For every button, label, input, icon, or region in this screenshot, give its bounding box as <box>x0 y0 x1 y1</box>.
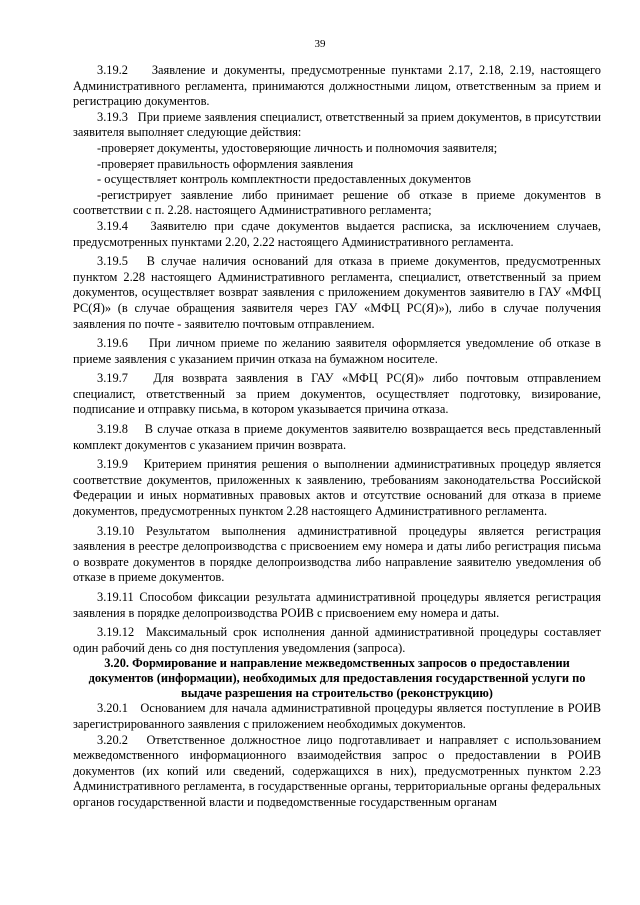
paragraph-3-19-12: 3.19.12 Максимальный срок исполнения данной административной процедуры составляет один рабочий день со дня поступления уведомления (запроса). <box>73 625 601 655</box>
bullet-item: -проверяет документы, удостоверяющие личность и полномочия заявителя; <box>97 140 498 155</box>
bullet-item: -проверяет правильность оформления заявления <box>97 156 354 171</box>
page-number: 39 <box>314 38 326 50</box>
paragraph-3-19-5: 3.19.5 В случае наличия оснований для отказа в приеме документов, предусмотренных пунктом 2.28 настоящего Административного регламента, специалист, ответственный за прием документов, осуществляет возврат заявления с приложением документов заявителю в ГАУ «МФЦ РС(Я)» (в случае обращения заявителя через ГАУ «МФЦ РС(Я)»), либо в случае получения заявления по почте - заявителю почтовым отправлением. <box>73 254 601 331</box>
paragraph-3-20-1: 3.20.1 Основанием для начала административной процедуры является поступление в РОИВ зарегистрированного заявления с приложением необходимых документов. <box>73 701 601 731</box>
paragraph-3-19-9: 3.19.9 Критерием принятия решения о выполнении административных процедур является соответствие документов, приложенных к заявлению, требованиям законодательства Российской Федерации и иных нормативных правовых актов и отсутствие оснований для отказа в приеме документов, предусмотренных пунктом 2.28 настоящего Административного регламента. <box>73 457 601 519</box>
paragraph-3-19-11: 3.19.11 Способом фиксации результата административной процедуры является регистрация заявления в порядке делопроизводства РОИВ с присвоением ему номера и даты. <box>73 590 601 620</box>
paragraph-3-20-2: 3.20.2 Ответственное должностное лицо подготавливает и направляет с использованием межведомственного информационного взаимодействия запрос о предоставлении в РОИВ документов (их копий или сведений, содержащихся в них), предусмотренных пунктом 2.23 Административного регламента, в государственные органы, территориальные органы федеральных органов государственной власти и подведомственные государственным органам <box>73 732 601 809</box>
paragraph-3-19-4: 3.19.4 Заявителю при сдаче документов выдается расписка, за исключением случаев, предусмотренных пунктами 2.20, 2.22 настоящего Административного регламента. <box>73 218 601 249</box>
bullet-item: -регистрирует заявление либо принимает решение об отказе в приеме документов в соответствии с п. 2.28. настоящего Административного регламента; <box>73 187 601 218</box>
section-heading-3-20: 3.20. Формирование и направление межведомственных запросов о предоставлении документов (информации), необходимых для предоставления государственной услуги по выдаче разрешения на строительство (реконструкцию) <box>88 656 586 701</box>
paragraph-3-19-8: 3.19.8 В случае отказа в приеме документов заявителю возвращается весь представленный комплект документов с указанием причин возврата. <box>73 422 601 452</box>
paragraph-3-19-3: 3.19.3 При приеме заявления специалист, ответственный за прием документов, в присутствии заявителя выполняет следующие действия: <box>73 109 601 140</box>
paragraph-3-19-10: 3.19.10 Результатом выполнения административной процедуры является регистрация заявления в реестре делопроизводства с присвоением ему номера и даты либо регистрация письма о возврате документов в порядке делопроизводства либо направление заявителю уведомления об отказе в приеме документов. <box>73 523 601 585</box>
bullet-item: - осуществляет контроль комплектности предоставленных документов <box>97 172 472 187</box>
document-body <box>73 63 601 811</box>
paragraph-3-19-2: 3.19.2 Заявление и документы, предусмотренные пунктами 2.17, 2.18, 2.19, настоящего Административного регламента, принимаются должностными лицом, ответственным за прием и регистрацию документов. <box>73 63 601 109</box>
paragraph-3-19-6: 3.19.6 При личном приеме по желанию заявителя оформляется уведомление об отказе в приеме заявления с указанием причин отказа на бумажном носителе. <box>73 336 601 366</box>
paragraph-3-19-7: 3.19.7 Для возврата заявления в ГАУ «МФЦ РС(Я)» либо почтовым отправлением специалист, ответственный за прием документов, осуществляет подготовку, визирование, подписание и отправку письма, в котором указывается причина отказа. <box>73 371 601 417</box>
